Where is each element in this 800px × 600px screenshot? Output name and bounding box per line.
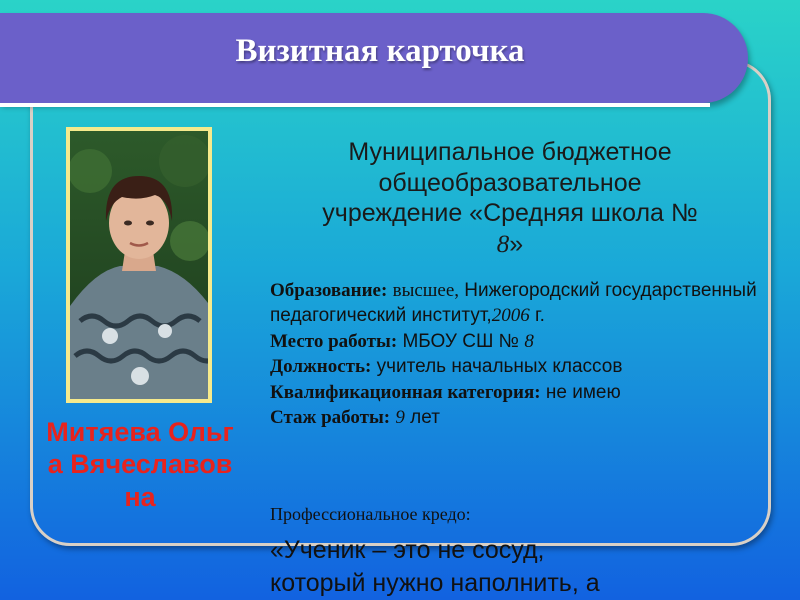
person-name: Митяева Ольга Вячеславовна (46, 417, 234, 512)
category-label: Квалификационная категория: (270, 381, 541, 403)
category-value: не имею (545, 381, 621, 403)
experience-unit: лет (404, 407, 440, 429)
organization-name (280, 137, 740, 260)
credo-quote-line-2: который нужно наполнить, а (270, 568, 600, 597)
workplace-value: МБОУ СШ № (402, 330, 525, 352)
credo-quote (270, 534, 790, 599)
workplace-row (270, 329, 770, 354)
org-number: 8 (496, 230, 510, 258)
org-line-4 (280, 229, 740, 261)
category-row (270, 380, 770, 405)
education-institution: Нижегородский государственный педагогический институт, (270, 280, 757, 327)
experience-years: 9 (395, 407, 405, 429)
page-title: Визитная карточка (235, 33, 525, 69)
org-line-1: Муниципальное бюджетное (348, 138, 672, 166)
portrait-image (70, 131, 208, 399)
education-year: 2006 (491, 305, 530, 327)
position-label: Должность: (270, 356, 372, 378)
org-close-quote: » (509, 229, 524, 258)
portrait-photo (66, 127, 212, 403)
position-value: учитель начальных классов (376, 356, 623, 378)
experience-row (270, 405, 770, 430)
education-label: Образование: (270, 280, 388, 301)
banner-underline (0, 103, 710, 107)
details-block (270, 278, 770, 431)
credo-label: Профессиональное кредо: (270, 504, 471, 524)
education-suffix: г. (529, 305, 545, 327)
org-line-2: общеобразовательное (378, 168, 642, 197)
education-row (270, 278, 770, 329)
org-line-3: учреждение «Средняя школа № (322, 199, 698, 227)
workplace-number: 8 (524, 330, 534, 352)
credo-quote-line-1: «Ученик – это не сосуд, (270, 536, 545, 564)
workplace-label: Место работы: (270, 330, 398, 352)
education-degree: высшее, (392, 280, 460, 301)
experience-label: Стаж работы: (270, 407, 391, 429)
position-row (270, 354, 770, 379)
